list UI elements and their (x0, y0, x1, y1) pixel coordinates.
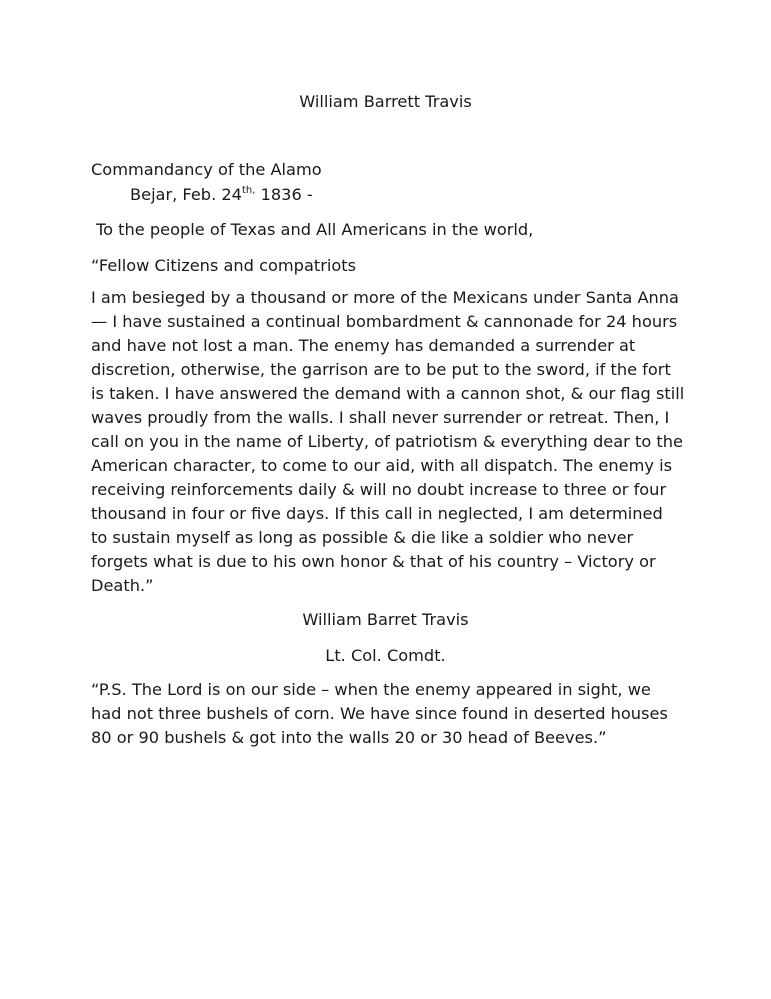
letter-salutation: To the people of Texas and All Americans in the world, (96, 220, 534, 239)
body-line: to sustain myself as long as possible & die like a soldier who never (91, 528, 634, 547)
signer-rank: Lt. Col. Comdt. (325, 646, 446, 665)
postscript (91, 678, 668, 750)
postscript-line: had not three bushels of corn. We have since found in deserted houses (91, 704, 668, 723)
letter-greeting: “Fellow Citizens and compatriots (91, 256, 357, 275)
body-line: I am besieged by a thousand or more of the Mexicans under Santa Anna (91, 288, 679, 307)
body-line: Death.” (91, 576, 154, 595)
letter-date (130, 183, 313, 207)
body-line: American character, to come to our aid, with all dispatch. The enemy is (91, 456, 673, 475)
body-line: is taken. I have answered the demand with a cannon shot, & our flag still (91, 384, 685, 403)
postscript-line: 80 or 90 bushels & got into the walls 20 or 30 head of Beeves.” (91, 728, 607, 747)
body-line: discretion, otherwise, the garrison are to be put to the sword, if the fort (91, 360, 671, 379)
letter-signature: William Barret Travis (302, 610, 469, 629)
postscript-line: “P.S. The Lord is on our side – when the enemy appeared in sight, we (91, 680, 651, 699)
letter-body (91, 286, 684, 598)
body-line: — I have sustained a continual bombardment & cannonade for 24 hours (91, 312, 678, 331)
letter-heading: Commandancy of the Alamo (91, 160, 322, 179)
body-line: thousand in four or five days. If this call in neglected, I am determined (91, 504, 663, 523)
date-year: 1836 - (255, 185, 313, 204)
body-line: waves proudly from the walls. I shall never surrender or retreat. Then, I (91, 408, 670, 427)
date-superscript: th, (241, 185, 256, 196)
date-prefix: Bejar, Feb. 24 (130, 185, 242, 204)
body-line: call on you in the name of Liberty, of patriotism & everything dear to the (91, 432, 683, 451)
body-line: and have not lost a man. The enemy has demanded a surrender at (91, 336, 636, 355)
body-line: forgets what is due to his own honor & that of his country – Victory or (91, 552, 656, 571)
body-line: receiving reinforcements daily & will no doubt increase to three or four (91, 480, 667, 499)
document-title: William Barrett Travis (299, 92, 472, 111)
